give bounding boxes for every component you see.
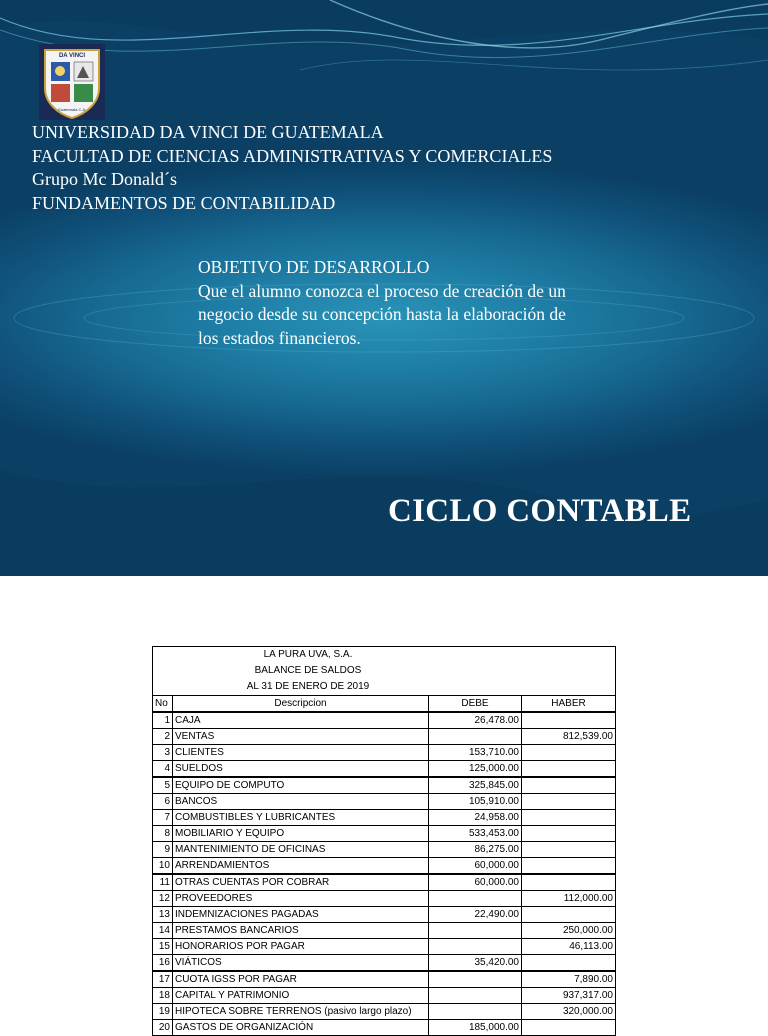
university-name: UNIVERSIDAD DA VINCI DE GUATEMALA: [32, 122, 384, 142]
cell-desc: HIPOTECA SOBRE TERRENOS (pasivo largo plazo): [173, 1004, 429, 1020]
cell-debe: [429, 891, 522, 907]
logo-top-text: DA VINCI: [58, 53, 86, 59]
logo-bottom-text: Guatemala C.A.: [57, 107, 87, 112]
table-row: [153, 745, 616, 761]
header-no: No: [153, 696, 173, 713]
table-row: [153, 794, 616, 810]
cell-desc: HONORARIOS POR PAGAR: [173, 939, 429, 955]
cell-haber: [522, 1020, 616, 1036]
cell-desc: PROVEEDORES: [173, 891, 429, 907]
table-row: [153, 971, 616, 988]
cell-desc: MOBILIARIO Y EQUIPO: [173, 826, 429, 842]
cell-desc: VIÁTICOS: [173, 955, 429, 972]
cell-debe: 325,845.00: [429, 777, 522, 794]
cell-desc: INDEMNIZACIONES PAGADAS: [173, 907, 429, 923]
cell-desc: ARRENDAMIENTOS: [173, 858, 429, 875]
cell-haber: 250,000.00: [522, 923, 616, 939]
table-row: [153, 826, 616, 842]
cell-haber: 46,113.00: [522, 939, 616, 955]
header-block: [32, 121, 552, 215]
balance-table-container: [152, 646, 615, 1036]
cell-debe: [429, 1004, 522, 1020]
cell-debe: 105,910.00: [429, 794, 522, 810]
table-row: [153, 729, 616, 745]
table-row: [153, 939, 616, 955]
cell-no: 16: [153, 955, 173, 972]
table-row: [153, 1020, 616, 1036]
cell-no: 6: [153, 794, 173, 810]
cell-no: 14: [153, 923, 173, 939]
table-row: [153, 842, 616, 858]
cell-debe: 60,000.00: [429, 858, 522, 875]
report-name: BALANCE DE SALDOS: [254, 665, 362, 676]
cell-debe: [429, 939, 522, 955]
cell-desc: CLIENTES: [173, 745, 429, 761]
cell-debe: [429, 971, 522, 988]
cell-haber: [522, 794, 616, 810]
table-header-row: [153, 696, 616, 713]
cell-no: 3: [153, 745, 173, 761]
cell-no: 15: [153, 939, 173, 955]
cell-haber: [522, 777, 616, 794]
table-row: [153, 923, 616, 939]
table-row: [153, 777, 616, 794]
faculty-name: FACULTAD DE CIENCIAS ADMINISTRATIVAS Y COMERCIALES: [32, 145, 553, 166]
table-row: [153, 891, 616, 907]
cell-no: 2: [153, 729, 173, 745]
cell-haber: [522, 826, 616, 842]
cell-desc: EQUIPO DE COMPUTO: [173, 777, 429, 794]
cell-no: 5: [153, 777, 173, 794]
company-name: LA PURA UVA, S.A.: [263, 649, 353, 660]
table-row: [153, 874, 616, 891]
cell-no: 20: [153, 1020, 173, 1036]
cell-debe: 60,000.00: [429, 874, 522, 891]
cell-haber: 320,000.00: [522, 1004, 616, 1020]
cell-haber: [522, 712, 616, 729]
objective-block: [198, 256, 583, 350]
cell-desc: VENTAS: [173, 729, 429, 745]
cell-no: 10: [153, 858, 173, 875]
cell-desc: BANCOS: [173, 794, 429, 810]
cell-no: 19: [153, 1004, 173, 1020]
header-haber: HABER: [522, 696, 616, 713]
cell-no: 13: [153, 907, 173, 923]
cell-desc: GASTOS DE ORGANIZACIÓN: [173, 1020, 429, 1036]
header-desc: Descripcion: [173, 696, 429, 713]
cell-debe: 35,420.00: [429, 955, 522, 972]
table-row: [153, 907, 616, 923]
cell-haber: [522, 810, 616, 826]
cell-haber: 7,890.00: [522, 971, 616, 988]
cell-no: 9: [153, 842, 173, 858]
course-name: FUNDAMENTOS DE CONTABILIDAD: [32, 192, 336, 213]
cell-haber: 112,000.00: [522, 891, 616, 907]
group-name: Grupo Mc Donald´s: [32, 169, 177, 189]
cell-desc: PRESTAMOS BANCARIOS: [173, 923, 429, 939]
objective-title: OBJETIVO DE DESARROLLO: [198, 257, 430, 277]
cell-debe: 125,000.00: [429, 761, 522, 778]
cell-no: 12: [153, 891, 173, 907]
cell-haber: 937,317.00: [522, 988, 616, 1004]
cell-no: 18: [153, 988, 173, 1004]
university-shield-logo: [39, 44, 105, 120]
table-row: [153, 858, 616, 875]
cell-haber: [522, 858, 616, 875]
cell-debe: [429, 923, 522, 939]
cell-haber: [522, 842, 616, 858]
cell-no: 7: [153, 810, 173, 826]
table-row: [153, 955, 616, 972]
cell-debe: 26,478.00: [429, 712, 522, 729]
cell-debe: 533,453.00: [429, 826, 522, 842]
objective-body: Que el alumno conozca el proceso de creación de un negocio desde su concepción hasta la elaboración de los estados financieros.: [198, 280, 566, 348]
table-row: [153, 810, 616, 826]
cell-no: 4: [153, 761, 173, 778]
table-title-cell: [153, 647, 616, 696]
table-row: [153, 1004, 616, 1020]
cell-desc: SUELDOS: [173, 761, 429, 778]
cell-haber: [522, 761, 616, 778]
table-row: [153, 712, 616, 729]
cell-desc: COMBUSTIBLES Y LUBRICANTES: [173, 810, 429, 826]
cell-haber: [522, 955, 616, 972]
cell-debe: [429, 729, 522, 745]
cell-no: 11: [153, 874, 173, 891]
cell-debe: 24,958.00: [429, 810, 522, 826]
cell-debe: 153,710.00: [429, 745, 522, 761]
cell-haber: [522, 874, 616, 891]
slide-title: CICLO CONTABLE: [388, 493, 692, 529]
cell-debe: 22,490.00: [429, 907, 522, 923]
cell-desc: CAPITAL Y PATRIMONIO: [173, 988, 429, 1004]
cell-no: 17: [153, 971, 173, 988]
header-debe: DEBE: [429, 696, 522, 713]
cell-debe: 185,000.00: [429, 1020, 522, 1036]
table-row: [153, 761, 616, 778]
cell-desc: MANTENIMIENTO DE OFICINAS: [173, 842, 429, 858]
cell-debe: 86,275.00: [429, 842, 522, 858]
balance-table: [152, 646, 616, 1036]
cell-haber: [522, 907, 616, 923]
cell-debe: [429, 988, 522, 1004]
report-date: AL 31 DE ENERO DE 2019: [246, 681, 370, 692]
cell-haber: 812,539.00: [522, 729, 616, 745]
cell-desc: OTRAS CUENTAS POR COBRAR: [173, 874, 429, 891]
cell-haber: [522, 745, 616, 761]
table-body: [153, 712, 616, 1036]
table-row: [153, 988, 616, 1004]
cell-no: 8: [153, 826, 173, 842]
cell-desc: CAJA: [173, 712, 429, 729]
cell-desc: CUOTA IGSS POR PAGAR: [173, 971, 429, 988]
cell-no: 1: [153, 712, 173, 729]
